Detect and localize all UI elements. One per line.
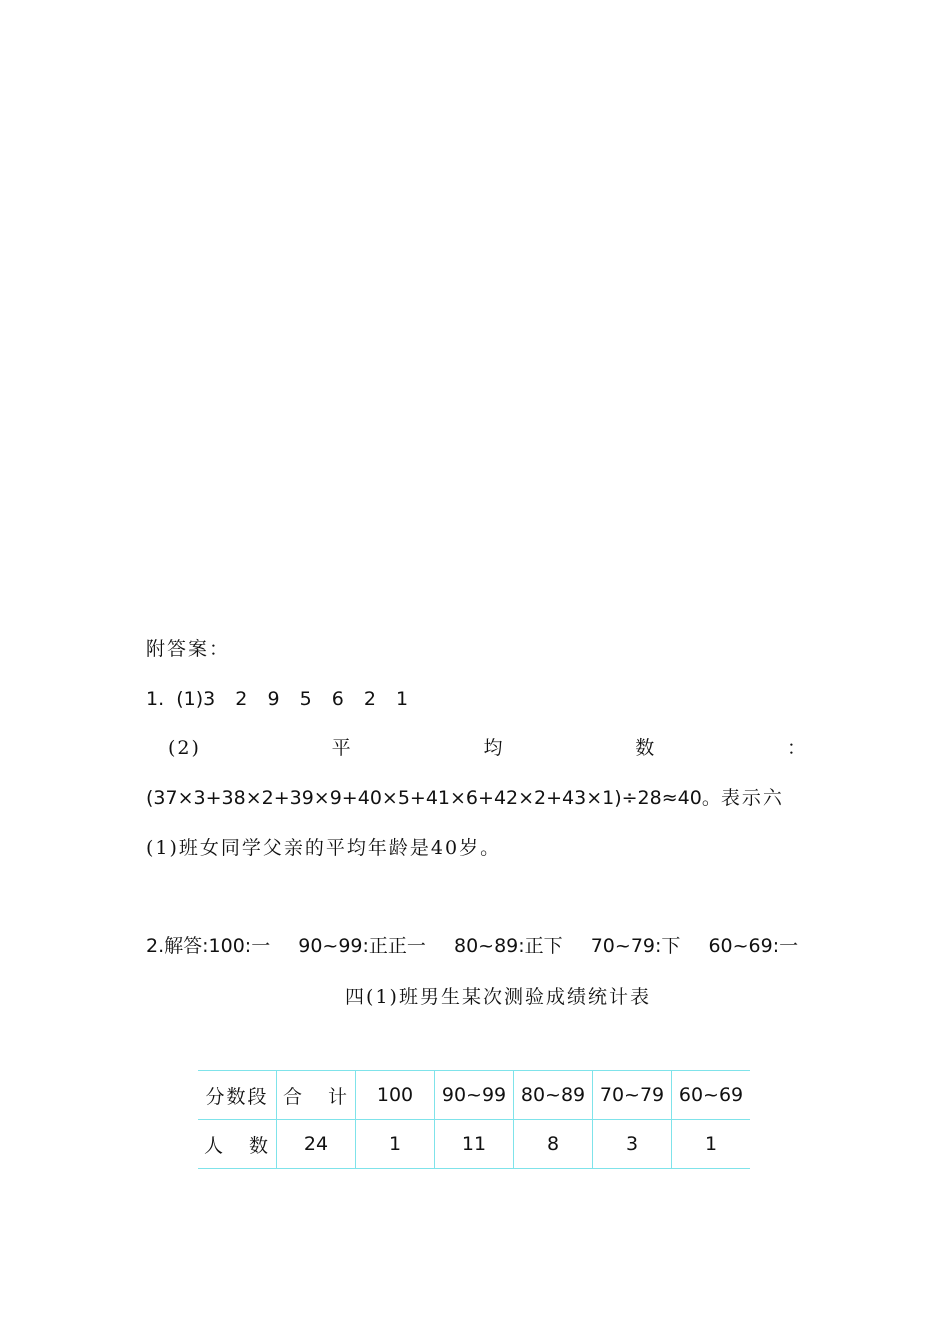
answer-heading: 附答案：: [146, 638, 231, 660]
q1-part1-value: 2: [363, 688, 376, 710]
q1-part1-value: 1: [396, 688, 409, 710]
q1-part2-lead: [168, 736, 808, 760]
header-cell: 90~99: [435, 1071, 514, 1120]
header-cell: 60~69: [672, 1071, 751, 1120]
q1-part1-value: 6: [331, 688, 344, 710]
header-total-char: 合: [283, 1085, 305, 1108]
q1-part2-char: 均: [483, 737, 505, 759]
q1-part2-char: 数: [635, 737, 657, 759]
header-total: [277, 1071, 356, 1120]
value-cell: 8: [514, 1120, 593, 1169]
header-cell: 80~89: [514, 1071, 593, 1120]
q2-tally-line: [146, 934, 820, 958]
row-label-char: 人: [204, 1134, 226, 1157]
q1-part2-formula: [146, 786, 784, 810]
q1-part1-value: 2: [235, 688, 248, 710]
q1-prefix: 1.: [146, 688, 165, 710]
value-cell: 1: [356, 1120, 435, 1169]
q2-segment: 60~69:一: [708, 935, 799, 957]
header-cell: 100: [356, 1071, 435, 1120]
row-label: [198, 1120, 277, 1169]
q1-part1-label: (1)3: [176, 688, 216, 710]
value-cell: 3: [593, 1120, 672, 1169]
q1-part1: [146, 687, 422, 711]
q2-segment: 80~89:正下: [453, 935, 563, 957]
table-title: 四(1)班男生某次测验成绩统计表: [345, 986, 651, 1008]
table-header-row: [198, 1071, 750, 1120]
q2-segment: 90~99:正正一: [298, 935, 426, 957]
row-label-char: 数: [248, 1134, 270, 1157]
q1-part2-label: (2): [168, 737, 201, 759]
q2-prefix: 2.解答:100:一: [146, 935, 271, 957]
q1-part1-value: 9: [267, 688, 280, 710]
value-cell: 1: [672, 1120, 751, 1169]
formula-text: (37×3+38×2+39×9+40×5+41×6+42×2+43×1)÷28≈40。: [146, 787, 721, 809]
formula-suffix: 表示六: [720, 787, 784, 809]
header-score-range: 分数段: [198, 1071, 277, 1120]
q1-part2-conclusion: (1)班女同学父亲的平均年龄是40岁。: [146, 837, 502, 859]
q1-part1-value: 5: [299, 688, 312, 710]
q2-segment: 70~79:下: [590, 935, 681, 957]
header-total-char: 计: [327, 1085, 349, 1108]
total-cell: 24: [277, 1120, 356, 1169]
q1-part2-char: ：: [786, 737, 808, 759]
table-row: [198, 1120, 750, 1169]
value-cell: 11: [435, 1120, 514, 1169]
stats-table: [198, 1070, 750, 1169]
header-cell: 70~79: [593, 1071, 672, 1120]
q1-part2-char: 平: [331, 737, 353, 759]
